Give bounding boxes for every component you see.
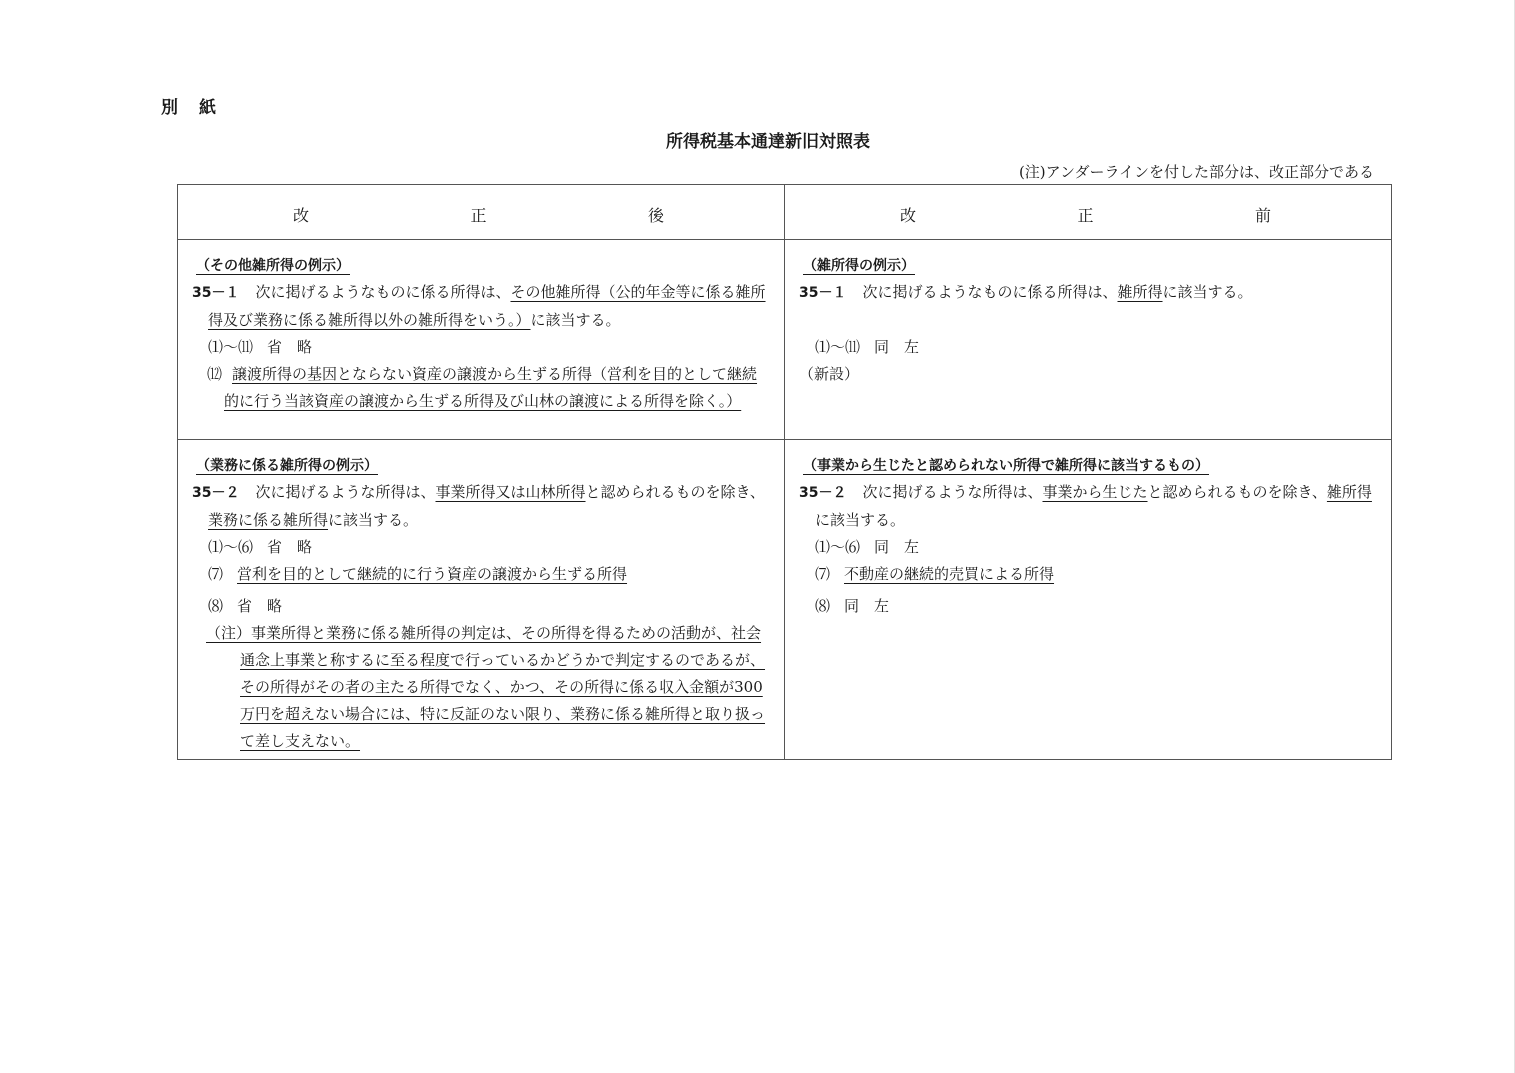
row2-after-item-8 [192, 593, 770, 620]
row2-after-paragraph [192, 479, 770, 534]
row2-before-item-7-number: ⑺ [815, 565, 831, 583]
row2-before-text-c: に該当する。 [815, 511, 906, 529]
row2-before-paragraph [799, 479, 1377, 534]
row1-before-item-1 [799, 334, 1377, 361]
header-after-char-1: 改 [293, 206, 310, 225]
row2-after-note [192, 620, 770, 755]
row1-after-text-a: 次に掲げるようなものに係る所得は、 [255, 283, 511, 301]
row1-after-item-1-number: ⑴～⑾ [208, 338, 254, 356]
row1-before-text-a: 次に掲げるようなものに係る所得は、 [862, 283, 1118, 301]
row2-after-item-7-text: 営利を目的として継続的に行う資産の譲渡から生ずる所得 [237, 565, 628, 583]
row1-after-number: 35－１ [192, 285, 240, 301]
row1-before-cell [785, 240, 1392, 440]
row1-after-item-12 [192, 361, 770, 415]
row2-after-text-a: 次に掲げるような所得は、 [255, 483, 436, 501]
row2-after-item-8-number: ⑻ [208, 597, 224, 615]
table-row [178, 240, 1392, 440]
row2-before-item-1 [799, 534, 1377, 561]
row2-after-item-7-number: ⑺ [208, 565, 224, 583]
page-title: 所得税基本通達新旧対照表 [666, 132, 870, 152]
row1-after-cell [178, 240, 785, 440]
row1-before-paragraph [799, 279, 1377, 307]
row1-after-item-1 [192, 334, 770, 361]
row2-after-note-text: 事業所得と業務に係る雑所得の判定は、その所得を得るための活動が、社会通念上事業と称するに至る程度で行っているかどうかで判定するのであるが、その所得がその者の主たる所得でなく、かつ、その所得に係る収入金額が300万円を超えない場合には、特に反証のない限り、業務に係る雑所得と取り扱って差し支えない。 [240, 624, 766, 750]
row1-after-item-1-text: 省 略 [267, 338, 313, 356]
row2-before-item-8-text: 同 左 [844, 597, 890, 615]
row1-before-number: 35－１ [799, 285, 847, 301]
header-before-char-1: 改 [900, 206, 917, 225]
row1-after-text-underlined: その他雑所得（公的年金等に係る雑所得及び業務に係る雑所得以外の雑所得をいう。） [208, 283, 766, 329]
header-after-char-2: 正 [470, 206, 487, 225]
row1-before-text-underlined: 雑所得 [1117, 283, 1163, 301]
row2-after-item-1 [192, 534, 770, 561]
row1-after-item-12-text: 譲渡所得の基因とならない資産の譲渡から生ずる所得（営利を目的として継続的に行う当該資産の譲渡から生ずる所得及び山林の譲渡による所得を除く。） [224, 365, 758, 410]
row2-after-item-8-text: 省 略 [237, 597, 283, 615]
row2-before-text-underlined-1: 事業から生じた [1042, 483, 1148, 501]
row2-before-heading: （事業から生じたと認められない所得で雑所得に該当するもの） [803, 458, 1209, 474]
row1-after-heading: （その他雑所得の例示） [196, 258, 350, 274]
underline-note: (注)アンダーラインを付した部分は、改正部分である [1018, 163, 1374, 181]
row2-before-text-a: 次に掲げるような所得は、 [862, 483, 1043, 501]
row1-after-paragraph [192, 279, 770, 334]
row2-after-number: 35－２ [192, 485, 240, 501]
row2-after-item-1-text: 省 略 [267, 538, 313, 556]
row1-after-item-12-number: ⑿ [207, 365, 223, 383]
row2-before-item-8-number: ⑻ [815, 597, 831, 615]
row2-after-text-b: と認められるものを除き、 [585, 483, 765, 501]
row2-before-text-b: と認められるものを除き、 [1147, 483, 1327, 501]
header-before-char-2: 正 [1077, 206, 1094, 225]
row1-after-text-b: に該当する。 [530, 311, 621, 329]
table-header-row [178, 185, 1392, 240]
row1-before-item-1-number: ⑴～⑾ [815, 338, 861, 356]
row2-before-item-7 [799, 561, 1377, 588]
row2-before-item-1-text: 同 左 [874, 538, 920, 556]
row1-before-text-b: に該当する。 [1162, 283, 1253, 301]
row2-before-item-7-text: 不動産の継続的売買による所得 [844, 565, 1055, 583]
row2-before-text-underlined-2: 雑所得 [1326, 483, 1372, 501]
comparison-table [177, 184, 1392, 760]
header-before [785, 185, 1392, 240]
row2-before-number: 35－２ [799, 485, 847, 501]
row1-before-item-1-text: 同 左 [874, 338, 920, 356]
header-after [178, 185, 785, 240]
row2-after-item-7 [192, 561, 770, 588]
row1-before-heading: （雑所得の例示） [803, 258, 915, 274]
table-row [178, 440, 1392, 760]
row2-before-item-1-number: ⑴～⑹ [815, 538, 861, 556]
header-after-char-3: 後 [647, 206, 664, 225]
row2-after-heading: （業務に係る雑所得の例示） [196, 458, 378, 474]
row2-after-text-underlined-2: 業務に係る雑所得 [208, 511, 329, 529]
row2-after-note-label: （注） [206, 624, 252, 642]
row2-after-text-underlined-1: 事業所得又は山林所得 [435, 483, 586, 501]
row2-after-cell [178, 440, 785, 760]
row1-before-item-new: （新設） [799, 365, 860, 383]
row2-after-item-1-number: ⑴～⑹ [208, 538, 254, 556]
header-before-char-3: 前 [1254, 206, 1271, 225]
row2-before-item-8 [799, 593, 1377, 620]
attachment-label: 別 紙 [161, 98, 218, 118]
row2-after-text-c: に該当する。 [328, 511, 419, 529]
row2-before-cell [785, 440, 1392, 760]
